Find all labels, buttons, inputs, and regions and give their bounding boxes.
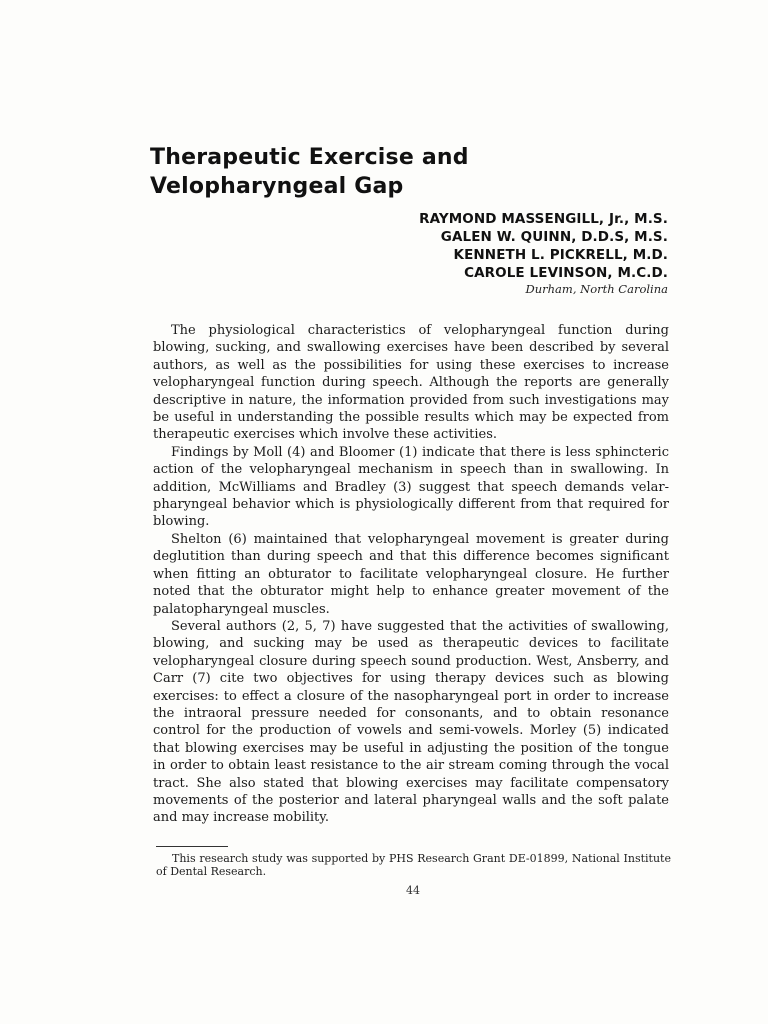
author-name: CAROLE LEVINSON, M.C.D. <box>464 265 668 281</box>
author-block <box>419 210 668 296</box>
funding-footnote: This research study was supported by PHS Research Grant DE-01899, National Institute of Dental Research. <box>156 852 671 878</box>
author-location: Durham, North Carolina <box>525 282 668 296</box>
body-paragraph: Several authors (2, 5, 7) have suggested that the activities of swallowing, blowing, and sucking may be used as therapeutic devices to facilitate velopharyngeal closure during speech sound production. West, Ansberry, and Carr (7) cite two objectives for using therapy devices such as blowing exercises: to effect a closure of the nasopharyngeal port in order to increase the intraoral pressure needed for consonants, and to obtain resonance control for the production of vowels and semi-vowels. Morley (5) indicated that blowing exercises may be useful in adjusting the position of the tongue in order to obtain least resistance to the air stream coming through the vocal tract. She also stated that blowing exercises may facilitate compensatory movements of the posterior and lateral pharyngeal walls and the soft palate and may increase mobility. <box>153 618 669 826</box>
author-name: GALEN W. QUINN, D.D.S, M.S. <box>440 229 668 245</box>
author-name: KENNETH L. PICKRELL, M.D. <box>453 247 668 263</box>
author-name: RAYMOND MASSENGILL, Jr., M.S. <box>419 211 668 227</box>
body-paragraph: Findings by Moll (4) and Bloomer (1) indicate that there is less sphincteric action of the velopharyngeal mechanism in speech than in swallowing. In addition, McWilliams and Bradley (3) suggest that speech demands velar-pharyngeal behavior which is physiologically different from that required for blowing. <box>153 444 669 530</box>
body-paragraph: Shelton (6) maintained that velopharyngeal movement is greater during deglutition than during speech and that this difference becomes significant when fitting an obturator to facilitate velopharyngeal closure. He further noted that the obturator might help to enhance greater movement of the palatopharyngeal muscles. <box>153 531 669 617</box>
article-body <box>153 322 669 827</box>
page-number: 44 <box>406 884 420 897</box>
body-paragraph: The physiological characteristics of velopharyngeal function during blowing, sucking, and swallowing exercises have been described by several authors, as well as the possibilities for using these exercises to increase velopharyngeal function during speech. Although the reports are generally descriptive in nature, the information provided from such investigations may be useful in understanding the possible results which may be expected from therapeutic exercises which involve these activities. <box>153 323 669 443</box>
footnote-divider <box>156 846 228 847</box>
article-title: Therapeutic Exercise and Velopharyngeal Gap <box>150 145 469 199</box>
